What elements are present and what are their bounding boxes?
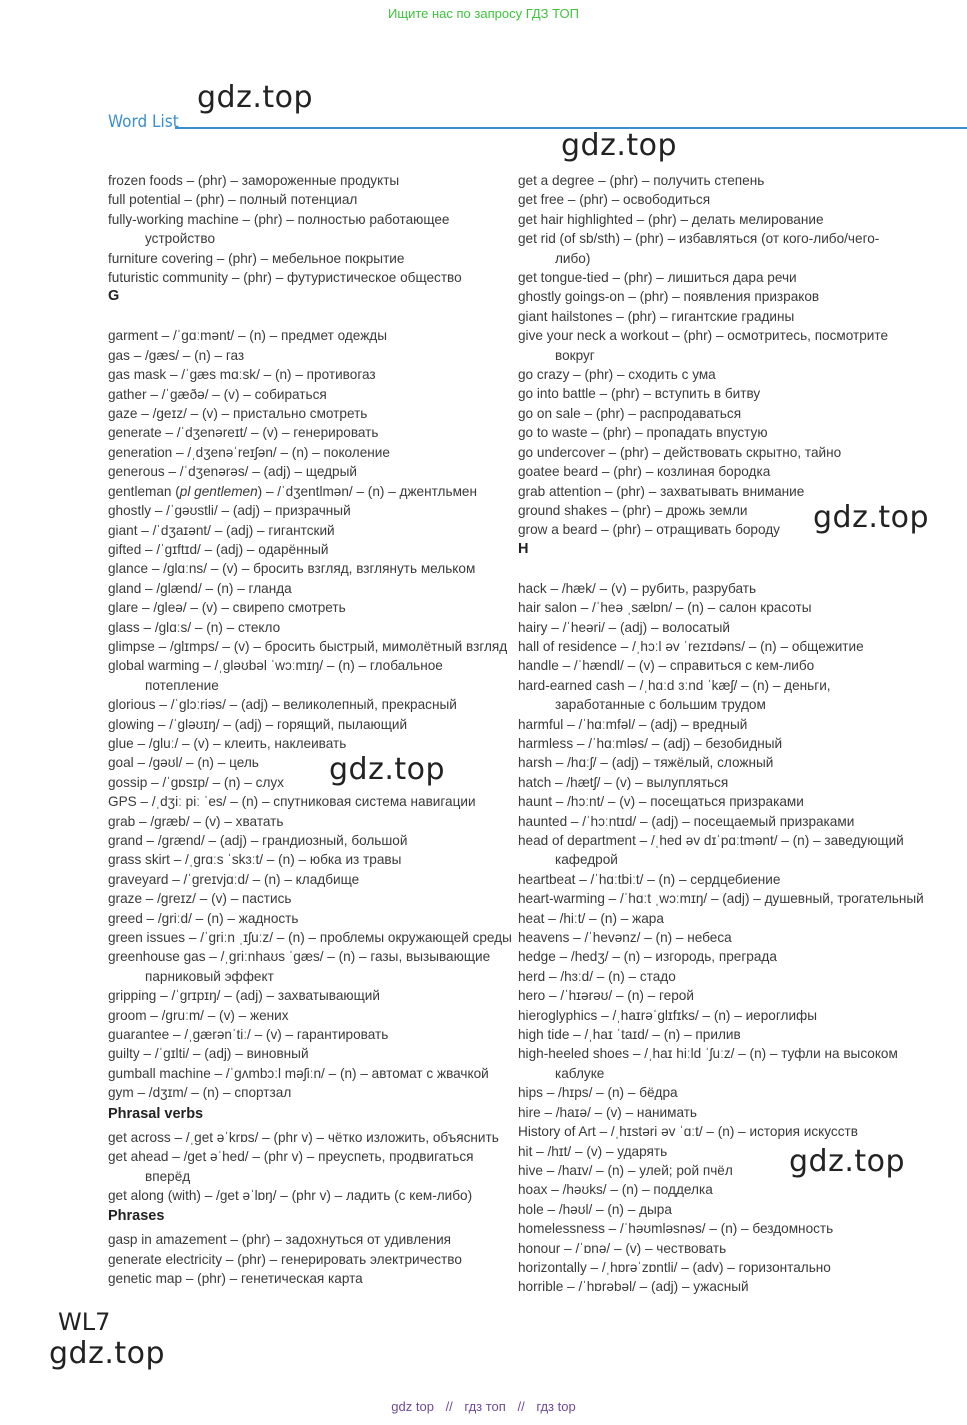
list-item (108, 540, 508, 559)
list-item (518, 287, 948, 306)
watermark: gdz.top (49, 1336, 166, 1371)
entry-text: high tide – /ˌhaɪ ˈtaɪd/ – (n) – прилив (518, 1027, 741, 1043)
word-list-title: Word List (108, 112, 179, 132)
list-item (108, 870, 508, 889)
list-item (518, 889, 948, 908)
entry-text: futuristic community – (phr) – футуристическое общество (108, 270, 462, 286)
entry-text: giant – /ˈdʒaɪənt/ – (adj) – гигантский (108, 522, 335, 538)
entry-text: guilty – /ˈɡɪlti/ – (adj) – виновный (108, 1046, 309, 1062)
list-item (108, 404, 508, 423)
list-item (518, 831, 948, 870)
entry-text: head of department – /ˌhed əv dɪˈpɑːtmənt/ – (n) – заведующий (518, 833, 904, 848)
list-item (518, 171, 948, 190)
entry-text: hair salon – /ˈheə ˌsælɒn/ – (n) – салон красоты (518, 600, 812, 616)
list-item (108, 850, 508, 869)
entry-text: hall of residence – /ˌhɔːl əv ˈrezɪdəns/ – (n) – общежитие (518, 638, 864, 654)
list-item (108, 1044, 508, 1063)
entry-text: glorious – /ˈɡlɔːriəs/ – (adj) – великолепный, прекрасный (108, 697, 457, 713)
entry-text: garment – /ˈɡɑːmənt/ – (n) – предмет одежды (108, 328, 387, 344)
list-item (518, 501, 948, 520)
entry-text: handle – /ˈhændl/ – (v) – справиться с кем-либо (518, 658, 815, 674)
entry-text: hire – /haɪə/ – (v) – нанимать (518, 1104, 698, 1120)
list-item (518, 656, 948, 675)
phrasal-verbs-heading: Phrasal verbs (108, 1105, 204, 1122)
list-item (518, 268, 948, 287)
list-item (518, 1025, 948, 1044)
entries-f-section (108, 171, 508, 287)
entry-text: gym – /dʒɪm/ – (n) – спортзал (108, 1085, 292, 1101)
list-item (518, 715, 948, 734)
entry-text: ground shakes – (phr) – дрожь земли (518, 502, 748, 518)
entry-text: gripping – /ˈɡrɪpɪŋ/ – (adj) – захватывающий (108, 988, 380, 1004)
list-item (518, 1161, 948, 1180)
entry-text: gather – /ˈɡæðə/ – (v) – собираться (108, 386, 327, 402)
entry-text: gas – /ɡæs/ – (n) – газ (108, 347, 245, 363)
list-item (518, 326, 948, 365)
entries-phrases (108, 1230, 508, 1288)
list-item (518, 870, 948, 889)
entry-text: get tongue-tied – (phr) – лишиться дара речи (518, 270, 797, 286)
list-item (108, 1230, 508, 1249)
entry-text: goatee beard – (phr) – козлиная бородка (518, 464, 771, 480)
list-item (518, 1277, 948, 1296)
entry-continuation: вокруг (555, 347, 595, 363)
list-item (108, 462, 508, 481)
list-item (518, 482, 948, 501)
entries-h-section (518, 579, 948, 1297)
entry-text: ghostly – /ˈɡəʊstli/ – (adj) – призрачный (108, 503, 351, 519)
entry-text: herd – /hɜːd/ – (n) – стадо (518, 968, 676, 984)
list-item (108, 1147, 508, 1186)
entry-text: hard-earned cash – /ˌhɑːd ɜːnd ˈkæʃ/ – (n) – деньги, (518, 677, 831, 693)
list-item (108, 812, 508, 831)
list-item (518, 947, 948, 966)
entry-text: heavens – /ˈhevənz/ – (n) – небеса (518, 930, 732, 946)
list-item (108, 385, 508, 404)
entry-text: hairy – /ˈheəri/ – (adj) – волосатый (518, 619, 730, 635)
entry-text: gland – /ɡlænd/ – (n) – гланда (108, 580, 292, 596)
list-item (518, 190, 948, 209)
entry-text: grab – /ɡræb/ – (v) – хватать (108, 813, 284, 829)
list-item (518, 210, 948, 229)
entry-text: glass – /ɡlɑːs/ – (n) – стекло (108, 619, 281, 635)
entry-text: get free – (phr) – освободиться (518, 192, 711, 208)
letter-heading-h: H (518, 540, 529, 557)
entry-text: fully-working machine – (phr) – полностью работающее (108, 211, 450, 227)
entry-text: get rid (of sb/sth) – (phr) – избавляться (от кого-либо/чего- (518, 231, 880, 247)
list-item (108, 1064, 508, 1083)
header-rule (175, 127, 967, 129)
entry-text: gifted – /ˈɡɪftɪd/ – (adj) – одарённый (108, 541, 329, 557)
list-item (518, 423, 948, 442)
watermark: gdz.top (197, 80, 314, 115)
list-item (108, 909, 508, 928)
entry-text: hack – /hæk/ – (v) – рубить, разрубать (518, 580, 757, 596)
column-right (518, 171, 948, 1297)
entry-text: History of Art – /ˌhɪstəri əv ˈɑːt/ – (n) – история искусств (518, 1124, 858, 1140)
entry-text: green issues – /ˈɡriːn ˌɪʃuːz/ – (n) – проблемы окружающей среды (108, 930, 512, 946)
entry-text: heart-warming – /ˈhɑːt ˌwɔːmɪŋ/ – (adj) – душевный, трогательный (518, 891, 924, 907)
list-item (518, 637, 948, 656)
entry-text: ghostly goings-on – (phr) – появления призраков (518, 289, 820, 305)
entry-text: go on sale – (phr) – распродаваться (518, 405, 742, 421)
list-item (108, 482, 508, 501)
entry-text: harmful – /ˈhɑːmfəl/ – (adj) – вредный (518, 716, 748, 732)
list-item (108, 656, 508, 695)
list-item (108, 1006, 508, 1025)
list-item (108, 1269, 508, 1288)
entry-text: give your neck a workout – (phr) – осмотритесь, посмотрите (518, 328, 889, 344)
entry-text: heartbeat – /ˈhɑːtbiːt/ – (n) – сердцебиение (518, 871, 781, 887)
entry-text: hedge – /hedʒ/ – (n) – изгородь, преграда (518, 949, 777, 965)
entry-text: gasp in amazement – (phr) – задохнуться от удивления (108, 1232, 452, 1248)
entry-continuation: кафедрой (555, 852, 618, 868)
entry-text: harmless – /ˈhɑːmləs/ – (adj) – безобидный (518, 735, 783, 751)
entry-text: generous – /ˈdʒenərəs/ – (adj) – щедрый (108, 464, 357, 480)
list-item (518, 462, 948, 481)
list-item (518, 1142, 948, 1161)
entry-text: get a degree – (phr) – получить степень (518, 173, 765, 188)
footer-separator: // (517, 1399, 525, 1414)
list-item (518, 773, 948, 792)
entry-text: hole – /həʊl/ – (n) – дыра (518, 1201, 672, 1217)
list-item (518, 753, 948, 772)
list-item (108, 598, 508, 617)
list-item (108, 443, 508, 462)
column-left (108, 171, 512, 1289)
entry-text: horrible – /ˈhɒrəbəl/ – (adj) – ужасный (518, 1279, 749, 1295)
list-item (518, 1219, 948, 1238)
entry-text: grass skirt – /ˌɡrɑːs ˈskɜːt/ – (n) – юбка из травы (108, 852, 402, 868)
entry-text: glowing – /ˈɡləʊɪŋ/ – (adj) – горящий, пылающий (108, 716, 408, 732)
entry-text: glue – /ɡluː/ – (v) – клеить, наклеивать (108, 735, 347, 751)
list-item (108, 268, 508, 287)
entry-continuation: каблуке (555, 1065, 605, 1081)
footer-link[interactable]: gdz top (391, 1399, 434, 1414)
list-item (518, 1083, 948, 1102)
entry-text: graze – /ɡreɪz/ – (v) – пастись (108, 891, 292, 907)
entry-text: gumball machine – /ˈɡʌmbɔːl məʃiːn/ – (n) – автомат с жвачкой (108, 1065, 489, 1081)
entry-text: greed – /ɡriːd/ – (n) – жадность (108, 910, 299, 926)
list-item (518, 307, 948, 326)
list-item (108, 1250, 508, 1269)
list-item (108, 1186, 508, 1205)
entry-text: generate electricity – (phr) – генерировать электричество (108, 1251, 462, 1267)
entry-text: greenhouse gas – /ˌɡriːnhaʊs ˈɡæs/ – (n) – газы, вызывающие (108, 949, 491, 965)
entry-text: full potential – (phr) – полный потенциал (108, 192, 358, 208)
entry-text: get hair highlighted – (phr) – делать мелирование (518, 211, 824, 227)
list-item (518, 365, 948, 384)
entry-text: furniture covering – (phr) – мебельное покрытие (108, 250, 405, 266)
list-item (108, 831, 508, 850)
entry-text: heat – /hiːt/ – (n) – жара (518, 910, 664, 926)
entry-text: global warming – /ˌɡləʊbəl ˈwɔːmɪŋ/ – (n) – глобальное (108, 658, 443, 674)
entry-text: hatch – /hætʃ/ – (v) – вылупляться (518, 774, 729, 790)
list-item (518, 443, 948, 462)
entry-text: giant hailstones – (phr) – гигантские градины (518, 308, 795, 324)
list-item (108, 889, 508, 908)
entry-text: gentleman (pl gentlemen) – /ˈdʒentlmən/ – (n) – джентльмен (108, 483, 477, 499)
watermark: gdz.top (561, 128, 678, 163)
entry-text: go undercover – (phr) – действовать скрытно, тайно (518, 444, 842, 460)
list-item (108, 501, 508, 520)
entry-continuation: вперёд (145, 1168, 191, 1184)
entry-text: GPS – /ˌdʒiː piː ˈes/ – (n) – спутниковая система навигации (108, 794, 476, 810)
entry-text: goal – /ɡəʊl/ – (n) – цель (108, 755, 259, 771)
footer-link[interactable]: гдз top (536, 1399, 576, 1414)
list-item (108, 1025, 508, 1044)
list-item (518, 967, 948, 986)
list-item (518, 909, 948, 928)
list-item (518, 1239, 948, 1258)
list-item (518, 928, 948, 947)
list-item (518, 812, 948, 831)
list-item (108, 695, 508, 714)
list-item (518, 1044, 948, 1083)
entry-text: frozen foods – (phr) – замороженные продукты (108, 173, 400, 188)
list-item (108, 1128, 508, 1147)
letter-heading-g: G (108, 288, 120, 305)
list-item (108, 423, 508, 442)
list-item (518, 618, 948, 637)
list-item (108, 190, 508, 209)
list-item (518, 986, 948, 1005)
list-item (518, 229, 948, 268)
list-item (108, 326, 508, 345)
entry-text: haunted – /ˈhɔːntɪd/ – (adj) – посещаемый призраками (518, 813, 855, 829)
list-item (518, 520, 948, 539)
entry-text: get ahead – /ɡet əˈhed/ – (phr v) – преуспеть, продвигаться (108, 1149, 474, 1165)
entries-g-section (108, 326, 512, 1102)
entry-text: hoax – /həʊks/ – (n) – подделка (518, 1182, 713, 1198)
entry-continuation: устройство (145, 231, 216, 247)
list-item (108, 637, 508, 656)
list-item (518, 579, 948, 598)
list-item (518, 1122, 948, 1141)
entry-text: horizontally – /ˌhɒrəˈzɒntli/ – (adv) – горизонтально (518, 1259, 831, 1275)
entry-text: gaze – /ɡeɪz/ – (v) – пристально смотреть (108, 406, 368, 422)
watermark: gdz.top (789, 1144, 906, 1179)
list-item (518, 1258, 948, 1277)
entry-text: generate – /ˈdʒenəreɪt/ – (v) – генерировать (108, 425, 379, 441)
entry-text: glance – /ɡlɑːns/ – (v) – бросить взгляд, взглянуть мельком (108, 561, 476, 577)
entry-text: harsh – /hɑːʃ/ – (adj) – тяжёлый, сложный (518, 755, 774, 771)
entry-text: go to waste – (phr) – пропадать впустую (518, 425, 768, 441)
list-item (108, 618, 508, 637)
entry-continuation: потепление (145, 677, 219, 693)
entry-text: genetic map – (phr) – генетическая карта (108, 1271, 363, 1287)
entry-text: graveyard – /ˈɡreɪvjɑːd/ – (n) – кладбище (108, 871, 360, 887)
list-item (108, 773, 508, 792)
list-item (108, 715, 508, 734)
list-item (518, 1200, 948, 1219)
list-item (108, 986, 508, 1005)
entry-text: hero – /ˈhɪərəʊ/ – (n) – герой (518, 988, 694, 1004)
entry-text: go into battle – (phr) – вступить в битву (518, 386, 761, 402)
entry-text: grand – /ɡrænd/ – (adj) – грандиозный, большой (108, 833, 408, 848)
list-item (108, 579, 508, 598)
list-item (108, 346, 508, 365)
list-item (108, 365, 508, 384)
phrases-heading: Phrases (108, 1208, 165, 1225)
entry-text: generation – /ˌdʒenəˈreɪʃən/ – (n) – поколение (108, 444, 390, 460)
entry-text: high-heeled shoes – /ˌhaɪ hiːld ˈʃuːz/ – (n) – туфли на высоком (518, 1046, 898, 1062)
list-item (518, 1103, 948, 1122)
entry-text: hive – /haɪv/ – (n) – улей; рой пчёл (518, 1162, 733, 1178)
entry-text: honour – /ˈɒnə/ – (v) – чествовать (518, 1240, 727, 1256)
list-item (108, 249, 508, 268)
list-item (518, 1006, 948, 1025)
top-banner[interactable]: Ищите нас по запросу ГДЗ ТОП (388, 6, 579, 21)
entry-text: gossip – /ˈɡɒsɪp/ – (n) – слух (108, 774, 284, 790)
list-item (108, 792, 508, 811)
entry-text: guarantee – /ˌɡærənˈtiː/ – (v) – гарантировать (108, 1027, 389, 1043)
entry-continuation: парниковый эффект (145, 968, 274, 984)
entry-continuation: либо) (555, 250, 591, 266)
entry-text: hieroglyphics – /ˌhaɪrəˈɡlɪfɪks/ – (n) – иероглифы (518, 1007, 817, 1023)
list-item (518, 676, 948, 715)
entries-phrasal-verbs (108, 1128, 508, 1206)
footer-separator: // (445, 1399, 453, 1414)
page-number: WL7 (58, 1308, 111, 1336)
list-item (108, 734, 508, 753)
entry-text: groom – /ɡruːm/ – (v) – жених (108, 1007, 289, 1023)
entry-continuation: заработанные с большим трудом (555, 697, 766, 713)
entry-text: grab attention – (phr) – захватывать внимание (518, 483, 805, 499)
watermark: gdz.top (813, 500, 930, 535)
entry-text: get across – /ˌɡet əˈkrɒs/ – (phr v) – чётко изложить, объяснить (108, 1129, 499, 1145)
entry-text: grow a beard – (phr) – отращивать бороду (518, 522, 780, 538)
entry-text: hit – /hɪt/ – (v) – ударять (518, 1143, 668, 1159)
list-item (518, 384, 948, 403)
entry-text: hips – /hɪps/ – (n) – бёдра (518, 1085, 678, 1101)
list-item (518, 792, 948, 811)
footer-link[interactable]: гдз топ (464, 1399, 506, 1414)
list-item (108, 1083, 508, 1102)
watermark: gdz.top (329, 752, 446, 787)
entry-text: haunt – /hɔːnt/ – (v) – посещаться призраками (518, 794, 804, 810)
list-item (518, 734, 948, 753)
list-item (108, 171, 508, 190)
list-item (108, 210, 508, 249)
list-item (518, 404, 948, 423)
entry-text: homelessness – /ˈhəʊmləsnəs/ – (n) – бездомность (518, 1221, 834, 1237)
entry-text: glimpse – /ɡlɪmps/ – (v) – бросить быстрый, мимолётный взгляд (108, 638, 508, 654)
list-item (108, 521, 508, 540)
entry-text: get along (with) – /ɡet əˈlɒŋ/ – (phr v) – ладить (с кем-либо) (108, 1187, 473, 1203)
entry-text: gas mask – /ˈɡæs mɑːsk/ – (n) – противогаз (108, 367, 376, 383)
list-item (108, 947, 508, 986)
list-item (518, 1180, 948, 1199)
list-item (108, 928, 512, 947)
list-item (108, 559, 508, 578)
footer-links (0, 1399, 967, 1414)
entry-text: glare – /ɡleə/ – (v) – свирепо смотреть (108, 600, 346, 616)
list-item (518, 598, 948, 617)
list-item (108, 753, 508, 772)
entries-get-section (518, 171, 948, 540)
entry-text: go crazy – (phr) – сходить с ума (518, 367, 716, 383)
